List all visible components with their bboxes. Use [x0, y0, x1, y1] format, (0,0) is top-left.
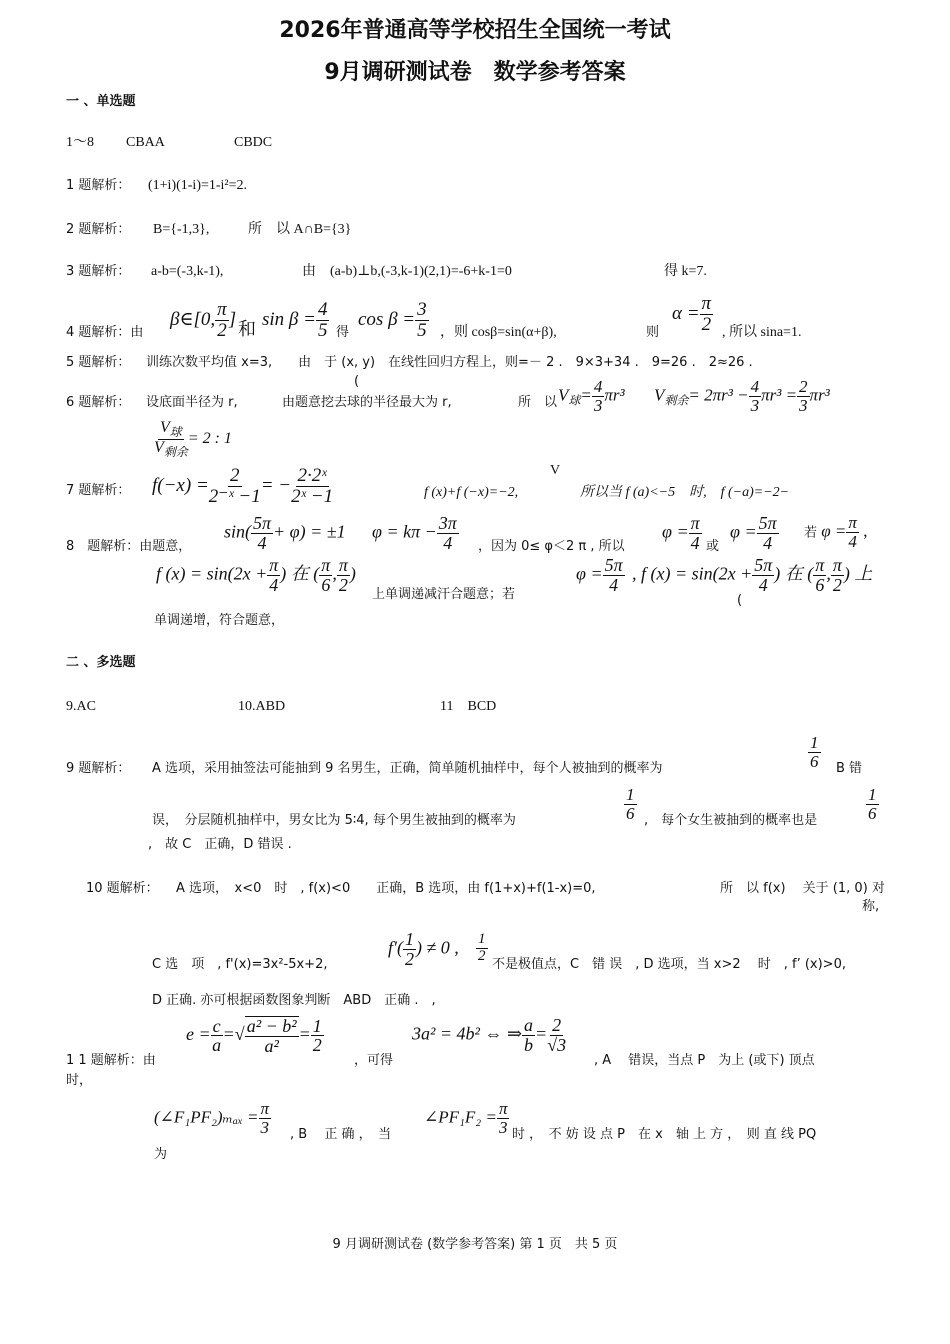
- answer-11: 11 BCD: [440, 699, 497, 714]
- q4-and: 和: [238, 319, 256, 340]
- q8-phi3: φ = $\frac{5\pi}{4}$: [576, 555, 623, 595]
- q11-text1b: 时，: [66, 1073, 93, 1088]
- q4-text-end: , 所以 sina=1.: [722, 325, 802, 340]
- q4-sin-beta: sin β = $\frac{4}{5}$: [262, 299, 328, 341]
- q11-angle-max: (∠F₁PF₂)ₘₐₓ = $\frac{\pi}{3}$: [154, 1099, 270, 1137]
- q11-text3b: 为: [154, 1147, 168, 1162]
- q8-phi1: φ = $\frac{\pi}{4}$: [662, 513, 700, 553]
- answer-10: 10.ABD: [238, 699, 286, 714]
- q10-fprime: f′( $\frac{1}{2}$ ) ≠ 0 ,: [388, 929, 459, 969]
- q1-label: 1 题解析：: [66, 178, 131, 193]
- q5-text: 训练次数平均值 x=3, 由 于 (x, y) 在线性回归方程上，则=－ 2 . 9×3+34 . 9=26 . 2≈26 .: [146, 355, 753, 370]
- q3-text3: 得 k=7.: [664, 264, 707, 279]
- q7-text1: f (x)+f (−x)=−2,: [424, 485, 519, 500]
- q8-label: 8 题解析：由题意，: [66, 539, 192, 554]
- q9-text1: A 选项，采用抽签法可能抽到 9 名男生，正确，简单随机抽样中，每个人被抽到的概率为: [152, 761, 663, 776]
- q8-text4: 单调递增，符合题意，: [154, 613, 285, 628]
- q10-text1: A 选项， x<0 时 , f(x)<0 正确，B 选项，由 f(1+x)+f(1-x)=0,: [176, 881, 596, 896]
- q8-phi2: φ = $\frac{5\pi}{4}$: [730, 513, 777, 553]
- page-title-line2: 9月调研测试卷 数学参考答案: [324, 60, 626, 85]
- q8-or: 或: [706, 539, 720, 554]
- q8-paren: (: [737, 593, 743, 608]
- q4-text-mid: ，则 cosβ=sin(α+β),: [440, 325, 557, 340]
- q11-eccentricity: e = $\frac{c}{a}$ =√ $\frac{\text{a² − b²}}{\text{a²}}$ = $\frac{1}{2}$: [186, 1015, 322, 1056]
- q9-frac1: $\frac{1}{6}$: [810, 733, 819, 771]
- q8-phi-eq: φ = kπ − $\frac{3\pi}{4}$: [372, 513, 457, 553]
- q10-text2: C 选 项 , f'(x)=3x²-5x+2,: [152, 957, 328, 972]
- q6-remaining-volume: $V_{剩余}= 2\pi r^3$ − $\frac{4}{3}$ πr³ = $\frac{2}{3}$ πr³: [654, 377, 830, 415]
- q6-label: 6 题解析：: [66, 395, 131, 410]
- q4-then: 则: [646, 325, 660, 340]
- q3-text1: a-b=(-3,k-1),: [151, 264, 224, 279]
- q6-ball-volume: $V_球=$ $\frac{4}{3}$ πr³: [558, 377, 625, 415]
- q5-label: 5 题解析：: [66, 355, 131, 370]
- q8-eq1: sin( $\frac{5\pi}{4}$ + φ) = ±1: [224, 513, 346, 553]
- q11-label: 1 1 题解析：由: [66, 1053, 156, 1068]
- answers-range: 1～8: [66, 135, 94, 150]
- q9-text1b: B 错: [836, 761, 863, 776]
- q8-text1: ，因为 0≤ φ＜2 π , 所以: [478, 539, 625, 554]
- section-heading-multiple-choice: 二 、多选题: [66, 655, 136, 670]
- q10-text3: D 正确. 亦可根据函数图象判断 ABD 正确 . ,: [152, 993, 436, 1008]
- q11-text1: , A 错误，当点 P 为上 (或下) 顶点: [594, 1053, 815, 1068]
- page-footer: 9 月调研测试卷 (数学参考答案) 第 1 页 共 5 页: [332, 1237, 618, 1252]
- q9-text2b: , 每个女生被抽到的概率也是: [644, 813, 818, 828]
- q10-text1b: 所 以 f(x) 关于 (1, 0) 对: [720, 881, 885, 896]
- q11-ratio: 3a² = 4b² ⇔ ⇒ $\frac{a}{b}$ = $\frac{2}{√3}$: [412, 1015, 567, 1055]
- q8-text2: 上单调递减汗合题意；若: [372, 587, 516, 602]
- q11-text3: 时 ， 不 妨 设 点 P 在 x 轴 上 方 ， 则 直 线 PQ: [512, 1127, 817, 1142]
- q1-text: (1+i)(1-i)=1-i²=2.: [148, 178, 248, 193]
- q2-text2: 所 以 A∩B={3}: [248, 222, 352, 237]
- q3-text2: 由 (a-b)⊥b,(-3,k-1)(2,1)=-6+k-1=0: [302, 264, 512, 279]
- q10-text2b: 不是极值点，C 错 误 , D 选项，当 x>2 时 , f’ (x)>0,: [492, 957, 846, 972]
- q8-fx1: f (x) = sin(2x + $\frac{\pi}{4}$ ) 在 ( $\frac{\pi}{6}$ , $\frac{\pi}{2}$ ): [156, 555, 356, 595]
- q4-alpha: α = $\frac{\pi}{2}$: [672, 293, 712, 335]
- q7-text2: 所以当 f (a)<−5 时, f (−a)=−2−: [580, 485, 790, 500]
- q9-text2: 误， 分层随机抽样中，男女比为 5∶4, 每个男生被抽到的概率为: [152, 813, 516, 828]
- q10-half: $\frac{1}{2}$: [478, 931, 486, 964]
- q8-if-phi: 若 φ = $\frac{\pi}{4}$ ,: [804, 513, 868, 551]
- q9-frac2: $\frac{1}{6}$: [626, 785, 635, 823]
- q7-v: V: [550, 463, 561, 478]
- q6-paren: (: [354, 374, 360, 389]
- page-title-line1: 2026年普通高等学校招生全国统一考试: [279, 18, 671, 43]
- q7-label: 7 题解析：: [66, 483, 131, 498]
- q4-cos-beta: cos β = $\frac{3}{5}$: [358, 299, 427, 341]
- q3-label: 3 题解析：: [66, 264, 131, 279]
- q6-text1: 设底面半径为 r,: [146, 395, 238, 410]
- answer-9: 9.AC: [66, 699, 96, 714]
- q11-angle2: ∠PF₁F₂ = $\frac{\pi}{3}$: [424, 1099, 508, 1137]
- q6-ratio: $\frac{V_球}{V_{剩余}}$ = 2 : 1: [154, 419, 232, 459]
- q9-frac3: $\frac{1}{6}$: [868, 785, 877, 823]
- q4-de: 得: [336, 325, 350, 340]
- q6-text3: 所 以: [518, 395, 558, 410]
- q9-text3: , 故 C 正确，D 错误 .: [148, 837, 292, 852]
- q2-label: 2 题解析：: [66, 222, 131, 237]
- q6-text2: 由题意挖去球的半径最大为 r,: [282, 395, 452, 410]
- q10-label: 10 题解析：: [86, 881, 159, 896]
- q2-text1: B={-1,3},: [153, 222, 210, 237]
- q11-kede: ，可得: [354, 1053, 394, 1068]
- answers-group1: CBAA: [126, 135, 165, 150]
- q10-text1c: 称,: [862, 899, 880, 914]
- q7-formula: f(−x) = $\frac{2}{\text{2⁻ˣ −1}}$ = − $\frac{\text{2·2ˣ}}{\text{2ˣ −1}}$: [152, 465, 334, 507]
- q4-label: 4 题解析：由: [66, 325, 144, 340]
- q4-beta-interval: β∈[0, $\frac{\pi}{2}$ ]: [170, 299, 237, 341]
- q8-fx2: , f (x) = sin(2x + $\frac{5\pi}{4}$ ) 在 ( $\frac{\pi}{6}$ , $\frac{\pi}{2}$ ) 上: [632, 555, 873, 595]
- q9-label: 9 题解析：: [66, 761, 131, 776]
- q11-text2: , B 正 确 ， 当: [290, 1127, 392, 1142]
- section-heading-single-choice: 一 、单选题: [66, 94, 136, 109]
- answers-group2: CBDC: [234, 135, 273, 150]
